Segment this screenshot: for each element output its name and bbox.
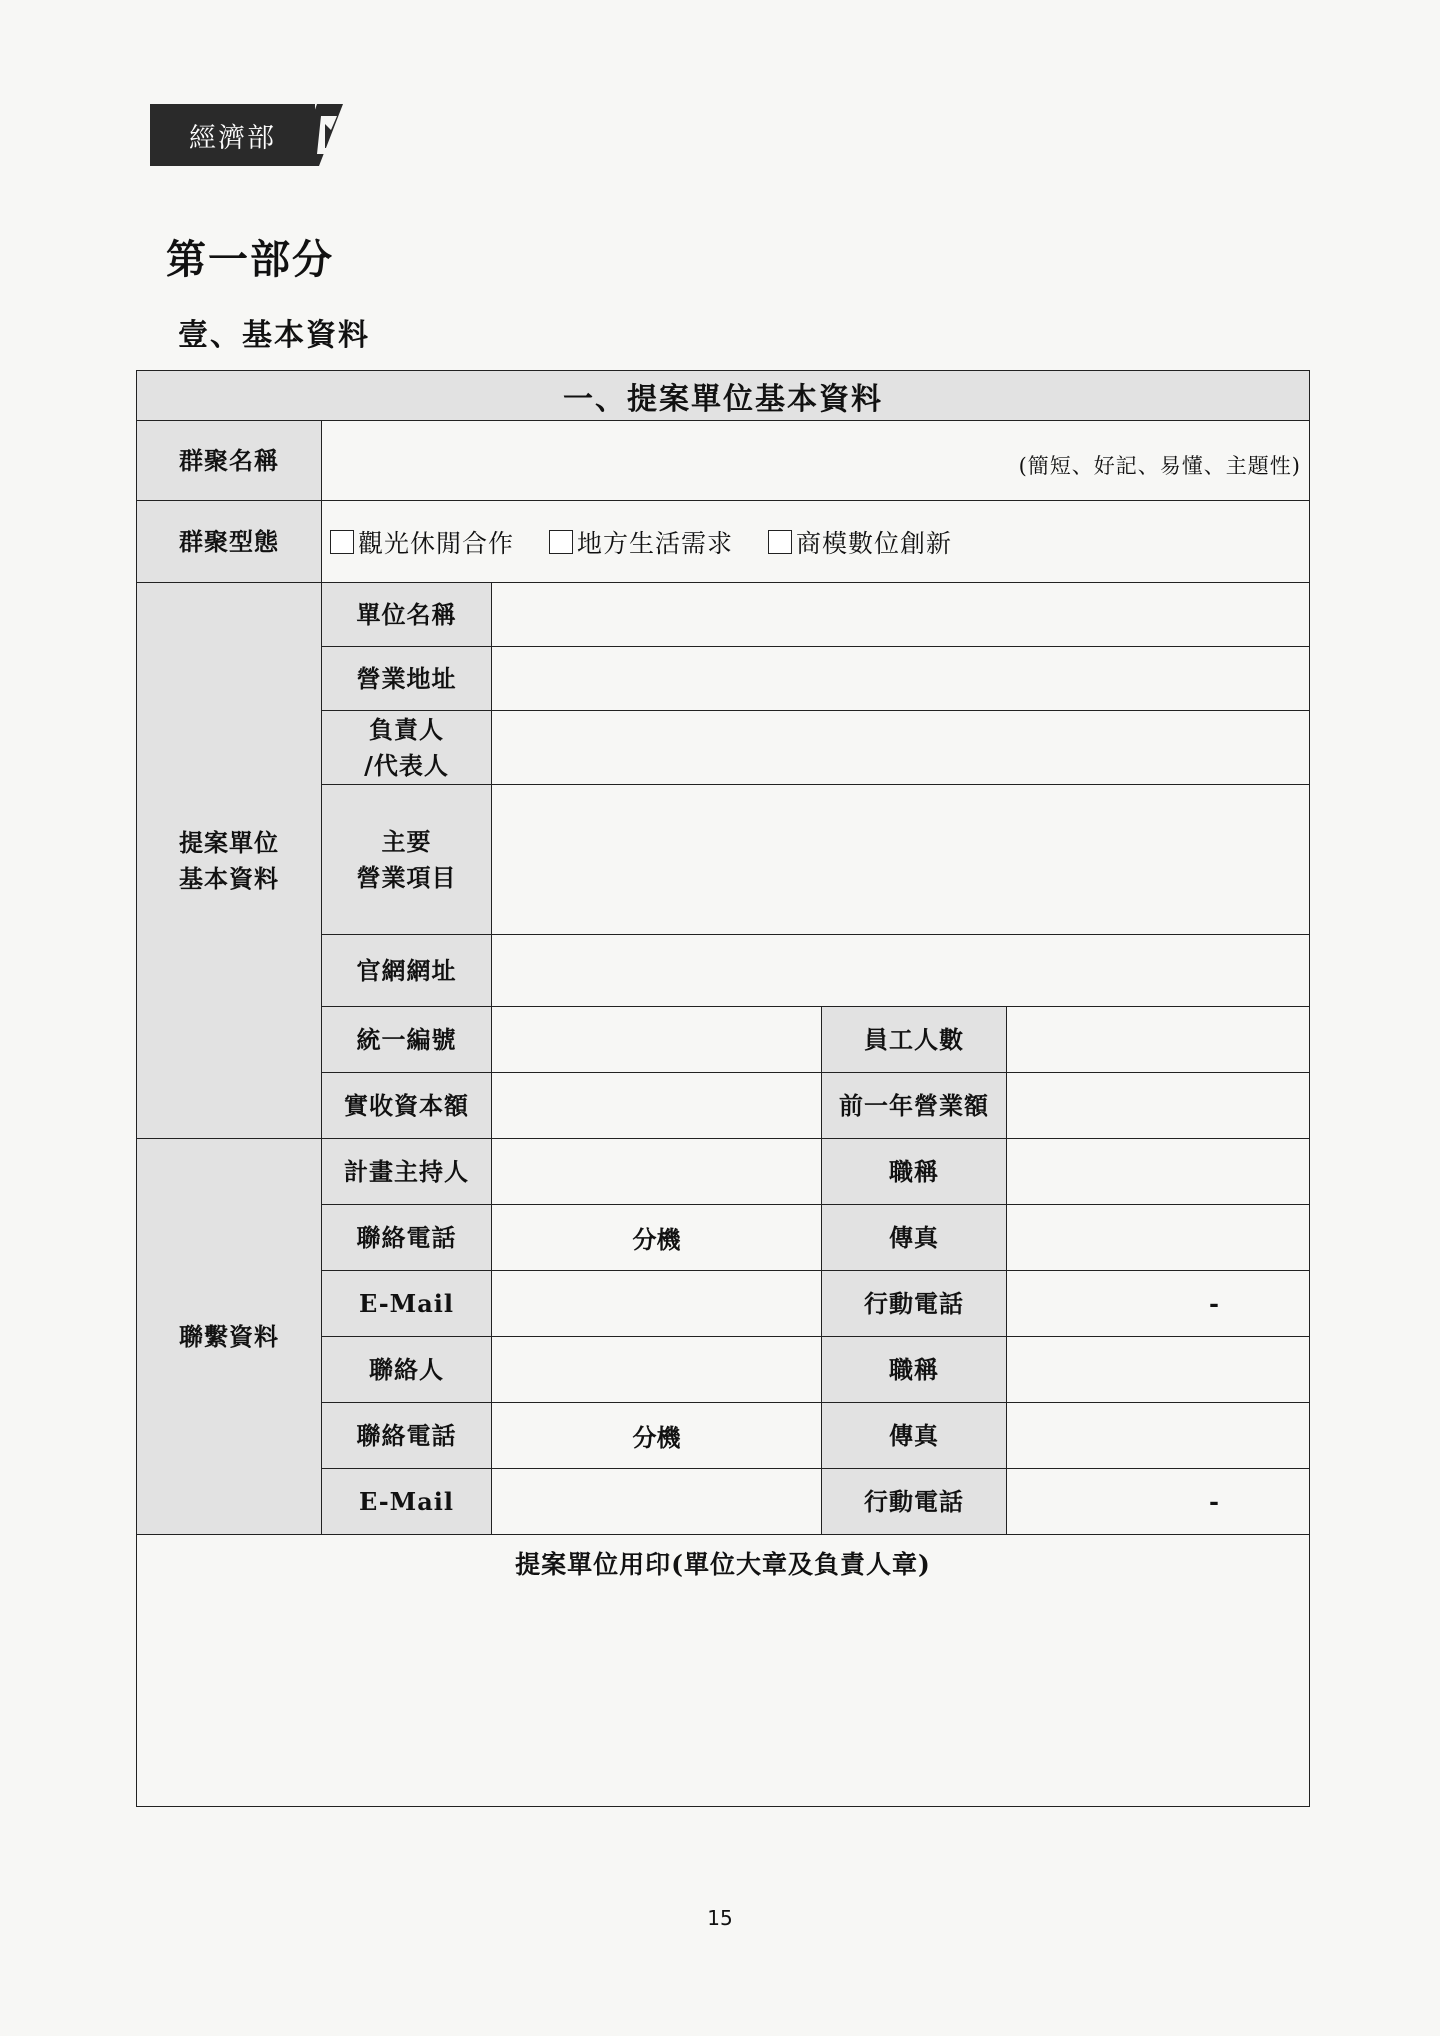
tax-id-label: 統一編號 [322,1007,492,1073]
cluster-name-field[interactable] [322,421,1310,501]
ministry-name: 經濟部 [150,104,315,166]
tax-id-field[interactable] [492,1007,822,1073]
cluster-type-options [322,501,1310,583]
unit-name-label: 單位名稱 [322,583,492,647]
cluster-type-option-digital[interactable] [768,524,952,560]
mobile-separator: - [1209,1487,1219,1516]
checkbox-empty-icon[interactable] [330,530,354,554]
unit-group-label-line1: 提案單位 [179,827,279,857]
main-items-label-line2: 營業項目 [356,862,457,892]
capital-field[interactable] [492,1073,822,1139]
website-label: 官網網址 [322,935,492,1007]
revenue-field[interactable] [1007,1073,1310,1139]
form-title-row [137,371,1310,421]
contact-title-field[interactable] [1007,1337,1310,1403]
page-number: 15 [707,1906,733,1930]
capital-label: 實收資本額 [322,1073,492,1139]
website-field[interactable] [492,935,1310,1007]
cluster-name-label: 群聚名稱 [137,421,322,501]
option-label: 地方生活需求 [576,528,733,558]
checkbox-empty-icon[interactable] [549,530,573,554]
address-field[interactable] [492,647,1310,711]
mobile-separator: - [1209,1289,1219,1318]
host-fax-field[interactable] [1007,1205,1310,1271]
unit-group-label [137,583,322,1139]
ext-label: 分機 [632,1423,681,1452]
contact-mobile-field[interactable] [1007,1469,1310,1535]
employees-label: 員工人數 [822,1007,1007,1073]
contact-fax-field[interactable] [1007,1403,1310,1469]
address-label: 營業地址 [322,647,492,711]
seal-label: 提案單位用印(單位大章及負責人章) [515,1550,931,1579]
cluster-type-label: 群聚型態 [137,501,322,583]
unit-name-field[interactable] [492,583,1310,647]
cluster-name-row [137,421,1310,501]
host-row [137,1139,1310,1205]
contact-fax-label: 傳真 [822,1403,1007,1469]
form-title: 一、提案單位基本資料 [137,371,1310,421]
contact-person-field[interactable] [492,1337,822,1403]
ministry-badge [150,104,340,166]
contact-group-label: 聯繫資料 [137,1139,322,1535]
host-label: 計畫主持人 [322,1139,492,1205]
main-items-label-line1: 主要 [381,826,432,856]
moea-logo-icon [295,104,343,166]
seal-field[interactable] [137,1535,1310,1807]
main-items-field[interactable] [492,785,1310,935]
proposal-form [136,370,1310,1807]
unit-name-row [137,583,1310,647]
checkbox-empty-icon[interactable] [768,530,792,554]
option-label: 觀光休閒合作 [358,528,515,558]
ext-label: 分機 [632,1225,681,1254]
host-email-field[interactable] [492,1271,822,1337]
contact-email-label: E-Mail [322,1469,492,1535]
host-fax-label: 傳真 [822,1205,1007,1271]
owner-label-line2: /代表人 [364,750,449,780]
contact-person-label: 聯絡人 [322,1337,492,1403]
cluster-type-option-local-life[interactable] [549,524,733,560]
contact-phone-label: 聯絡電話 [322,1403,492,1469]
revenue-label: 前一年營業額 [822,1073,1007,1139]
host-phone-field[interactable] [492,1205,822,1271]
host-title-label: 職稱 [822,1139,1007,1205]
form-table [136,370,1310,1807]
unit-group-label-line2: 基本資料 [179,863,279,893]
part-title: 第一部分 [166,236,334,283]
host-phone-label: 聯絡電話 [322,1205,492,1271]
contact-mobile-label: 行動電話 [822,1469,1007,1535]
contact-email-field[interactable] [492,1469,822,1535]
owner-field[interactable] [492,711,1310,785]
main-items-label [322,785,492,935]
section-title: 壹、基本資料 [178,318,370,353]
host-title-field[interactable] [1007,1139,1310,1205]
seal-row [137,1535,1310,1807]
cluster-name-hint: (簡短、好記、易懂、主題性) [1018,453,1301,478]
host-mobile-field[interactable] [1007,1271,1310,1337]
cluster-type-row [137,501,1310,583]
host-field[interactable] [492,1139,822,1205]
cluster-type-option-tourism[interactable] [330,524,514,560]
host-email-label: E-Mail [322,1271,492,1337]
employees-field[interactable] [1007,1007,1310,1073]
owner-label-line1: 負責人 [369,714,444,744]
contact-phone-field[interactable] [492,1403,822,1469]
owner-label [322,711,492,785]
contact-title-label: 職稱 [822,1337,1007,1403]
host-mobile-label: 行動電話 [822,1271,1007,1337]
option-label: 商模數位創新 [795,528,952,558]
